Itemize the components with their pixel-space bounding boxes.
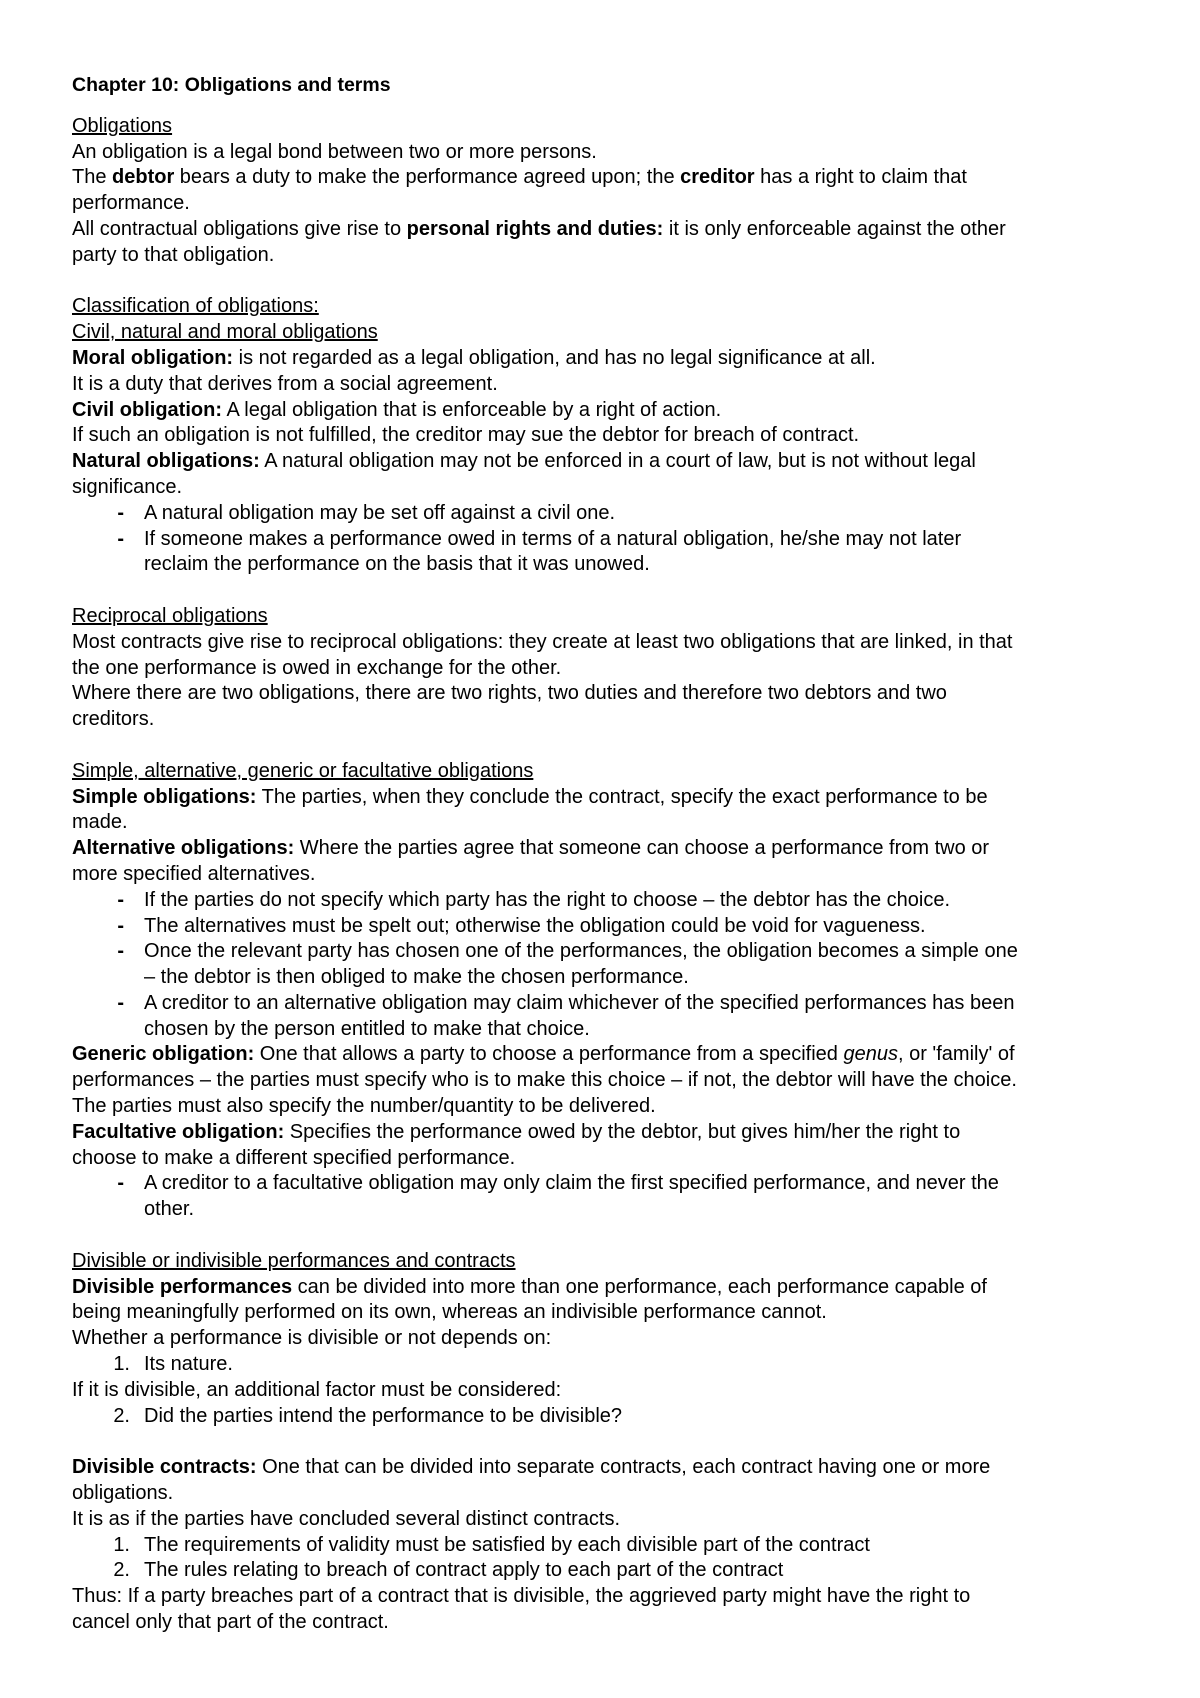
list-item xyxy=(72,527,1132,579)
list-item xyxy=(72,1171,1132,1223)
paragraph-line: obligations. xyxy=(72,1482,174,1505)
dash-bullet-icon: - xyxy=(117,501,124,524)
section-heading-classification: Classification of obligations: xyxy=(72,295,319,318)
paragraph-line xyxy=(72,1042,1132,1068)
text: A creditor to an alternative obligation may claim whichever of the specified performances has been xyxy=(144,991,1015,1014)
list-item-text xyxy=(144,527,1132,579)
paragraph-line: party to that obligation. xyxy=(72,243,275,266)
spacer xyxy=(72,269,1132,295)
spacer xyxy=(72,578,1132,604)
dash-bullet-icon: - xyxy=(117,914,124,937)
section-heading-reciprocal: Reciprocal obligations xyxy=(72,604,268,627)
text: can be divided into more than one performance, each performance capable of xyxy=(292,1275,987,1298)
section-heading-simple-alternative: Simple, alternative, generic or facultative obligations xyxy=(72,759,534,782)
list-item-text: The rules relating to breach of contract apply to each part of the contract xyxy=(144,1559,784,1582)
list-item-text xyxy=(144,991,1132,1043)
text: A creditor to a facultative obligation may only claim the first specified performance, and never the xyxy=(144,1172,999,1195)
dash-bullet-icon: - xyxy=(117,1172,124,1195)
paragraph-line: significance. xyxy=(72,475,183,498)
document xyxy=(72,73,1132,1636)
paragraph-line xyxy=(72,398,1132,424)
list-item-text xyxy=(144,939,1132,991)
paragraph-line: Whether a performance is divisible or not depends on: xyxy=(72,1327,552,1350)
paragraph-line: more specified alternatives. xyxy=(72,862,316,885)
subheading-civil-natural-moral: Civil, natural and moral obligations xyxy=(72,321,378,344)
term-creditor: creditor xyxy=(680,166,755,189)
list-item xyxy=(72,888,1132,914)
text: One that can be divided into separate contracts, each contract having one or more xyxy=(256,1456,991,1479)
paragraph-line xyxy=(72,449,1132,475)
list-item xyxy=(72,991,1132,1043)
term-personal-rights: personal rights and duties: xyxy=(406,217,664,240)
spacer xyxy=(72,733,1132,759)
text: reclaim the performance on the basis that it was unowed. xyxy=(144,553,650,576)
list-item xyxy=(72,939,1132,991)
paragraph-line: Thus: If a party breaches part of a contract that is divisible, the aggrieved party might have the right to xyxy=(72,1585,971,1608)
numbered-item xyxy=(72,1533,1132,1559)
paragraph-line: performances – the parties must specify who is to make this choice – if not, the debtor will have the choice. xyxy=(72,1069,1017,1092)
text: The parties, when they conclude the contract, specify the exact performance to be xyxy=(256,785,988,808)
spacer xyxy=(72,1223,1132,1249)
list-item xyxy=(72,501,1132,527)
dash-bullet-icon: - xyxy=(117,940,124,963)
list-number: 2. xyxy=(113,1404,130,1427)
paragraph-line: If it is divisible, an additional factor must be considered: xyxy=(72,1378,562,1401)
list-item-text: A natural obligation may be set off against a civil one. xyxy=(144,501,616,524)
text: Once the relevant party has chosen one of the performances, the obligation becomes a simple one xyxy=(144,940,1018,963)
paragraph-line: Most contracts give rise to reciprocal obligations: they create at least two obligations that are linked, in that xyxy=(72,630,1013,653)
list-item-text: Its nature. xyxy=(144,1353,233,1376)
list-item-text: The requirements of validity must be satisfied by each divisible part of the contract xyxy=(144,1533,870,1556)
term-natural-obligations: Natural obligations: xyxy=(72,450,260,473)
term-civil-obligation: Civil obligation: xyxy=(72,398,222,421)
numbered-item xyxy=(72,1352,1132,1378)
paragraph-line xyxy=(72,1120,1132,1146)
paragraph-line xyxy=(72,1275,1132,1301)
paragraph-line: creditors. xyxy=(72,708,155,731)
term-facultative-obligation: Facultative obligation: xyxy=(72,1120,285,1143)
paragraph-line: made. xyxy=(72,811,128,834)
list-number: 1. xyxy=(113,1353,130,1376)
text: , or 'family' of xyxy=(897,1043,1015,1066)
term-divisible-performances: Divisible performances xyxy=(72,1275,293,1298)
page-title: Chapter 10: Obligations and terms xyxy=(72,74,391,96)
text: – the debtor is then obliged to make the chosen performance. xyxy=(144,966,689,989)
text: it is only enforceable against the other xyxy=(663,217,1006,240)
paragraph-line xyxy=(72,217,1132,243)
paragraph-line xyxy=(72,165,1132,191)
term-moral-obligation: Moral obligation: xyxy=(72,346,234,369)
paragraph-line xyxy=(72,785,1132,811)
text: Specifies the performance owed by the debtor, but gives him/her the right to xyxy=(284,1120,961,1143)
list-number: 2. xyxy=(113,1559,130,1582)
section-heading-obligations: Obligations xyxy=(72,114,173,137)
list-item-text: Did the parties intend the performance to be divisible? xyxy=(144,1404,623,1427)
paragraph-line xyxy=(72,1455,1132,1481)
paragraph-line: It is a duty that derives from a social agreement. xyxy=(72,372,498,395)
paragraph-line: choose to make a different specified performance. xyxy=(72,1146,516,1169)
text: Where the parties agree that someone can choose a performance from two or xyxy=(294,837,990,860)
dash-bullet-icon: - xyxy=(117,991,124,1014)
paragraph-line: An obligation is a legal bond between two or more persons. xyxy=(72,140,597,163)
text: is not regarded as a legal obligation, and has no legal significance at all. xyxy=(233,346,876,369)
numbered-item xyxy=(72,1558,1132,1584)
dash-bullet-icon: - xyxy=(117,888,124,911)
term-divisible-contracts: Divisible contracts: xyxy=(72,1456,257,1479)
list-item-text: If the parties do not specify which party has the right to choose – the debtor has the choice. xyxy=(144,888,951,911)
paragraph-line: cancel only that part of the contract. xyxy=(72,1611,389,1634)
text: All contractual obligations give rise to xyxy=(72,217,407,240)
numbered-item xyxy=(72,1404,1132,1430)
term-genus: genus xyxy=(843,1043,898,1066)
text: A legal obligation that is enforceable by a right of action. xyxy=(222,398,722,421)
section-heading-divisible: Divisible or indivisible performances and contracts xyxy=(72,1249,516,1272)
term-debtor: debtor xyxy=(112,166,175,189)
dash-bullet-icon: - xyxy=(117,527,124,550)
text: bears a duty to make the performance agreed upon; the xyxy=(174,166,681,189)
list-number: 1. xyxy=(113,1533,130,1556)
text: other. xyxy=(144,1198,195,1221)
text: One that allows a party to choose a performance from a specified xyxy=(254,1043,844,1066)
term-simple-obligations: Simple obligations: xyxy=(72,785,257,808)
paragraph-line: Where there are two obligations, there are two rights, two duties and therefore two debtors and two xyxy=(72,682,947,705)
paragraph-line xyxy=(72,346,1132,372)
paragraph-line: the one performance is owed in exchange for the other. xyxy=(72,656,562,679)
term-generic-obligation: Generic obligation: xyxy=(72,1043,255,1066)
text: If someone makes a performance owed in terms of a natural obligation, he/she may not later xyxy=(144,527,962,550)
text: The xyxy=(72,166,113,189)
paragraph-line: If such an obligation is not fulfilled, the creditor may sue the debtor for breach of contract. xyxy=(72,424,860,447)
paragraph-line: being meaningfully performed on its own, whereas an indivisible performance cannot. xyxy=(72,1301,827,1324)
spacer xyxy=(72,1429,1132,1455)
paragraph-line: The parties must also specify the number/quantity to be delivered. xyxy=(72,1095,656,1118)
list-item-text xyxy=(144,1171,1132,1223)
text: chosen by the person entitled to make that choice. xyxy=(144,1017,590,1040)
term-alternative-obligations: Alternative obligations: xyxy=(72,837,295,860)
list-item xyxy=(72,914,1132,940)
paragraph-line xyxy=(72,836,1132,862)
list-item-text: The alternatives must be spelt out; otherwise the obligation could be void for vagueness. xyxy=(144,914,926,937)
paragraph-line: performance. xyxy=(72,192,190,215)
text: has a right to claim that xyxy=(754,166,967,189)
paragraph-line: It is as if the parties have concluded several distinct contracts. xyxy=(72,1507,621,1530)
text: A natural obligation may not be enforced in a court of law, but is not without legal xyxy=(259,450,976,473)
